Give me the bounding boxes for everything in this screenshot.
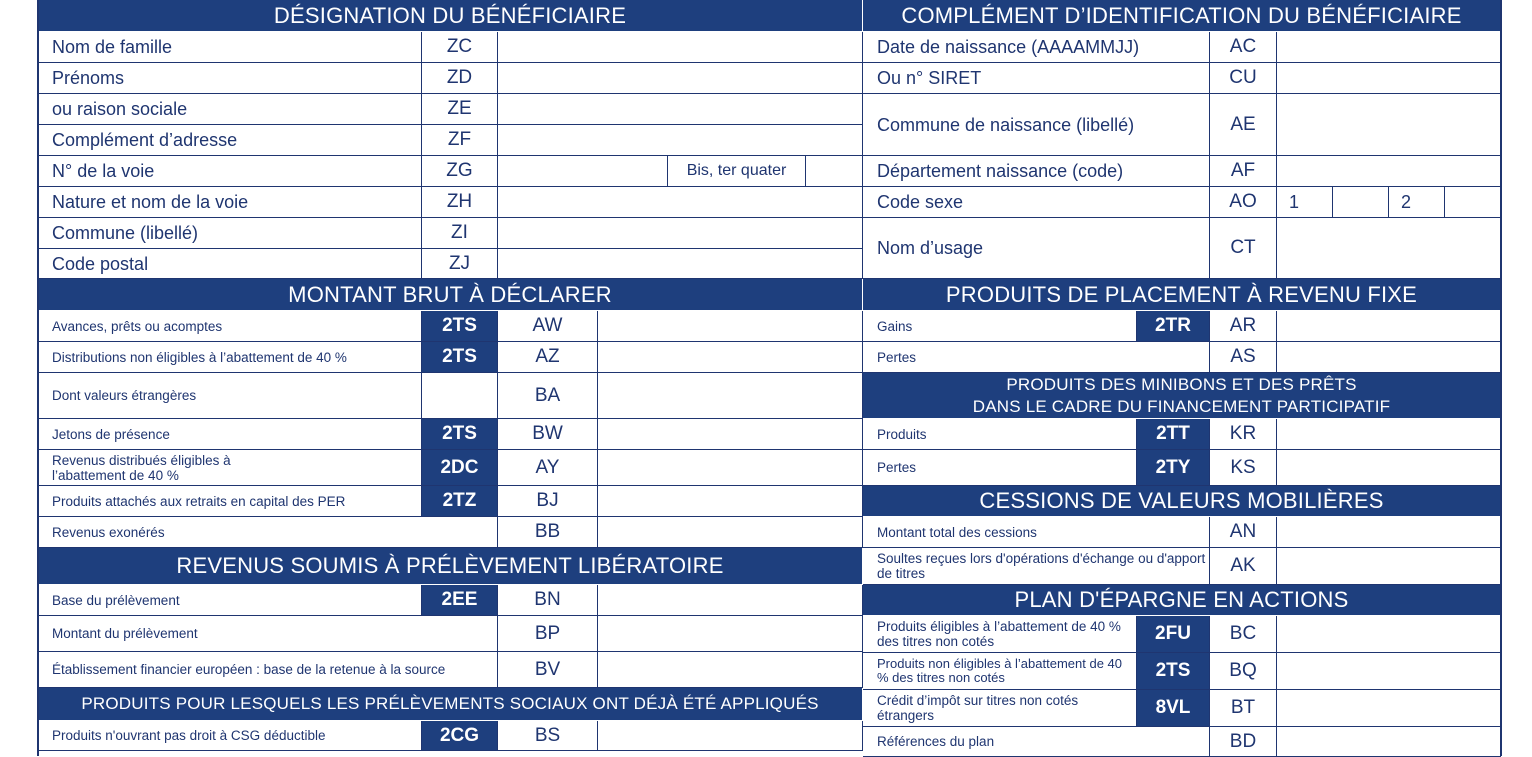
row-code: BS bbox=[498, 721, 598, 751]
row-label: Département naissance (code) bbox=[863, 156, 1210, 187]
row-code: ZF bbox=[422, 125, 498, 156]
tax-box: 2TT bbox=[1137, 419, 1210, 450]
row-label: Distributions non éligibles à l’abattement de 40 % bbox=[38, 342, 422, 373]
row-label: Revenus exonérés bbox=[38, 517, 498, 548]
row-label: Produits n'ouvrant pas droit à CSG déductible bbox=[38, 721, 422, 751]
field-minibons-pertes[interactable] bbox=[1277, 450, 1501, 486]
row-label: Revenus distribués éligibles à l’abattement de 40 % bbox=[38, 450, 422, 486]
field-distributions[interactable] bbox=[598, 342, 863, 373]
row-code: KR bbox=[1210, 419, 1277, 450]
row-label: Dont valeurs étrangères bbox=[38, 373, 422, 419]
field-base-retenue[interactable] bbox=[598, 652, 863, 688]
row-code: KS bbox=[1210, 450, 1277, 486]
row-code: BW bbox=[498, 419, 598, 450]
row-label: Prénoms bbox=[38, 63, 422, 94]
row-label: Jetons de présence bbox=[38, 419, 422, 450]
field-pea-credit[interactable] bbox=[1277, 690, 1501, 727]
field-avances[interactable] bbox=[598, 311, 863, 342]
bis-ter-label: Bis, ter quater bbox=[668, 156, 806, 186]
sexe-option-2: 2 bbox=[1389, 187, 1445, 217]
field-departement[interactable] bbox=[1277, 156, 1501, 187]
tax-box: 2EE bbox=[422, 585, 498, 616]
complement-table bbox=[863, 32, 1501, 279]
field-pea-non-eligibles[interactable] bbox=[1277, 653, 1501, 690]
row-code: BN bbox=[498, 585, 598, 616]
tax-box: 2TZ bbox=[422, 486, 498, 517]
minibons-title-line2: DANS LE CADRE DU FINANCEMENT PARTICIPATIF bbox=[972, 396, 1391, 416]
section-header-placement: PRODUITS DE PLACEMENT À REVENU FIXE bbox=[863, 279, 1501, 311]
row-code: BV bbox=[498, 652, 598, 688]
row-label: Produits non éligibles à l’abattement de 40 % des titres non cotés bbox=[863, 653, 1137, 690]
field-numero-voie[interactable] bbox=[498, 156, 668, 186]
field-soultes[interactable] bbox=[1277, 548, 1501, 585]
row-code: AW bbox=[498, 311, 598, 342]
row-label: Montant du prélèvement bbox=[38, 616, 498, 652]
row-code: BA bbox=[498, 373, 598, 419]
field-jetons[interactable] bbox=[598, 419, 863, 450]
field-nom-voie[interactable] bbox=[498, 187, 863, 218]
row-code: ZG bbox=[422, 156, 498, 187]
minibons-title-line1: PRODUITS DES MINIBONS ET DES PRÊTS bbox=[1006, 374, 1357, 394]
sexe-box-1[interactable] bbox=[1333, 187, 1389, 217]
tax-box: 2TS bbox=[422, 419, 498, 450]
section-header-montant: MONTANT BRUT À DÉCLARER bbox=[38, 279, 863, 311]
field-gains[interactable] bbox=[1277, 311, 1501, 342]
sexe-group bbox=[1277, 187, 1501, 218]
row-label: Montant total des cessions bbox=[863, 517, 1210, 548]
row-code: AK bbox=[1210, 548, 1277, 585]
field-valeurs-etrangeres[interactable] bbox=[598, 373, 863, 419]
row-code: BJ bbox=[498, 486, 598, 517]
row-code: BB bbox=[498, 517, 598, 548]
row-code: AE bbox=[1210, 94, 1277, 156]
field-commune[interactable] bbox=[498, 218, 863, 249]
row-code: ZH bbox=[422, 187, 498, 218]
row-label: Gains bbox=[863, 311, 1137, 342]
field-nom-famille[interactable] bbox=[498, 32, 863, 63]
field-siret[interactable] bbox=[1277, 63, 1501, 94]
row-code: CT bbox=[1210, 218, 1277, 279]
left-column bbox=[38, 0, 863, 751]
row-label: Références du plan bbox=[863, 727, 1210, 757]
tax-box: 2TS bbox=[422, 311, 498, 342]
row-code: AR bbox=[1210, 311, 1277, 342]
row-label: ou raison sociale bbox=[38, 94, 422, 125]
row-code: ZJ bbox=[422, 249, 498, 279]
field-pea-eligibles[interactable] bbox=[1277, 616, 1501, 653]
field-code-postal[interactable] bbox=[498, 249, 863, 279]
row-code: ZI bbox=[422, 218, 498, 249]
row-label: Nom d’usage bbox=[863, 218, 1210, 279]
field-prenoms[interactable] bbox=[498, 63, 863, 94]
row-code: AO bbox=[1210, 187, 1277, 218]
section-header-complement: COMPLÉMENT D’IDENTIFICATION DU BÉNÉFICIAIRE bbox=[863, 0, 1501, 32]
row-code: ZC bbox=[422, 32, 498, 63]
row-label: Avances, prêts ou acomptes bbox=[38, 311, 422, 342]
section-header-prelevement: REVENUS SOUMIS À PRÉLÈVEMENT LIBÉRATOIRE bbox=[38, 548, 863, 585]
row-label: Nature et nom de la voie bbox=[38, 187, 422, 218]
row-code: CU bbox=[1210, 63, 1277, 94]
row-code: AY bbox=[498, 450, 598, 486]
row-code: ZD bbox=[422, 63, 498, 94]
field-nom-usage[interactable] bbox=[1277, 218, 1501, 279]
row-label: Crédit d’impôt sur titres non cotés étrangers bbox=[863, 690, 1137, 727]
field-complement-adresse[interactable] bbox=[498, 125, 863, 156]
right-column bbox=[863, 0, 1501, 757]
sexe-option-1: 1 bbox=[1277, 187, 1333, 217]
row-code: BD bbox=[1210, 727, 1277, 757]
field-revenus-exoneres[interactable] bbox=[598, 517, 863, 548]
row-code: AZ bbox=[498, 342, 598, 373]
row-code: BQ bbox=[1210, 653, 1277, 690]
row-label: Établissement financier européen : base de la retenue à la source bbox=[38, 652, 498, 688]
tax-box: 2FU bbox=[1137, 616, 1210, 653]
tax-box: 2CG bbox=[422, 721, 498, 751]
row-code: BP bbox=[498, 616, 598, 652]
row-label: Produits attachés aux retraits en capital des PER bbox=[38, 486, 422, 517]
section-header-pea: PLAN D'ÉPARGNE EN ACTIONS bbox=[863, 585, 1501, 616]
row-code: ZE bbox=[422, 94, 498, 125]
row-code: AN bbox=[1210, 517, 1277, 548]
row-code: AF bbox=[1210, 156, 1277, 187]
row-label: Nom de famille bbox=[38, 32, 422, 63]
field-base-prelevement[interactable] bbox=[598, 585, 863, 616]
field-montant-prelevement[interactable] bbox=[598, 616, 863, 652]
section-header-designation: DÉSIGNATION DU BÉNÉFICIAIRE bbox=[38, 0, 863, 32]
tax-box: 2DC bbox=[422, 450, 498, 486]
row-label: Commune de naissance (libellé) bbox=[863, 94, 1210, 156]
section-header-minibons bbox=[863, 373, 1501, 419]
row-label: Soultes reçues lors d'opérations d'échange ou d'apport de titres bbox=[863, 548, 1210, 585]
row-label: Base du prélèvement bbox=[38, 585, 422, 616]
field-date-naissance[interactable] bbox=[1277, 32, 1501, 63]
row-code: AS bbox=[1210, 342, 1277, 373]
row-label: Produits éligibles à l’abattement de 40 % des titres non cotés bbox=[863, 616, 1137, 653]
tax-box: 2TY bbox=[1137, 450, 1210, 486]
row-label: Pertes bbox=[863, 450, 1137, 486]
row-code: BC bbox=[1210, 616, 1277, 653]
field-pea-references[interactable] bbox=[1277, 727, 1501, 757]
field-montant-cessions[interactable] bbox=[1277, 517, 1501, 548]
row-label: Code sexe bbox=[863, 187, 1210, 218]
section-header-cessions: CESSIONS DE VALEURS MOBILIÈRES bbox=[863, 486, 1501, 517]
field-csg[interactable] bbox=[598, 721, 863, 751]
right-border bbox=[1500, 0, 1502, 756]
tax-box: 2TS bbox=[422, 342, 498, 373]
row-label: Pertes bbox=[863, 342, 1210, 373]
field-bis-ter[interactable] bbox=[806, 156, 862, 186]
tax-box: 2TR bbox=[1137, 311, 1210, 342]
empty-box bbox=[422, 373, 498, 419]
row-label: Code postal bbox=[38, 249, 422, 279]
section-header-sociaux: PRODUITS POUR LESQUELS LES PRÉLÈVEMENTS SOCIAUX ONT DÉJÀ ÉTÉ APPLIQUÉS bbox=[38, 688, 863, 721]
field-raison-sociale[interactable] bbox=[498, 94, 863, 125]
sexe-box-2[interactable] bbox=[1445, 187, 1500, 217]
tax-box: 2TS bbox=[1137, 653, 1210, 690]
field-pertes[interactable] bbox=[1277, 342, 1501, 373]
field-commune-naissance[interactable] bbox=[1277, 94, 1501, 156]
row-label: Ou n° SIRET bbox=[863, 63, 1210, 94]
field-per[interactable] bbox=[598, 486, 863, 517]
field-revenus-distribues[interactable] bbox=[598, 450, 863, 486]
row-label: Date de naissance (AAAAMMJJ) bbox=[863, 32, 1210, 63]
left-border bbox=[37, 0, 39, 756]
row-code: BT bbox=[1210, 690, 1277, 727]
tax-box: 8VL bbox=[1137, 690, 1210, 727]
voie-group bbox=[498, 156, 863, 187]
row-label: N° de la voie bbox=[38, 156, 422, 187]
designation-table bbox=[38, 32, 863, 279]
row-code: AC bbox=[1210, 32, 1277, 63]
field-minibons-produits[interactable] bbox=[1277, 419, 1501, 450]
row-label: Commune (libellé) bbox=[38, 218, 422, 249]
montant-table bbox=[38, 311, 863, 517]
row-label: Complément d’adresse bbox=[38, 125, 422, 156]
row-label: Produits bbox=[863, 419, 1137, 450]
